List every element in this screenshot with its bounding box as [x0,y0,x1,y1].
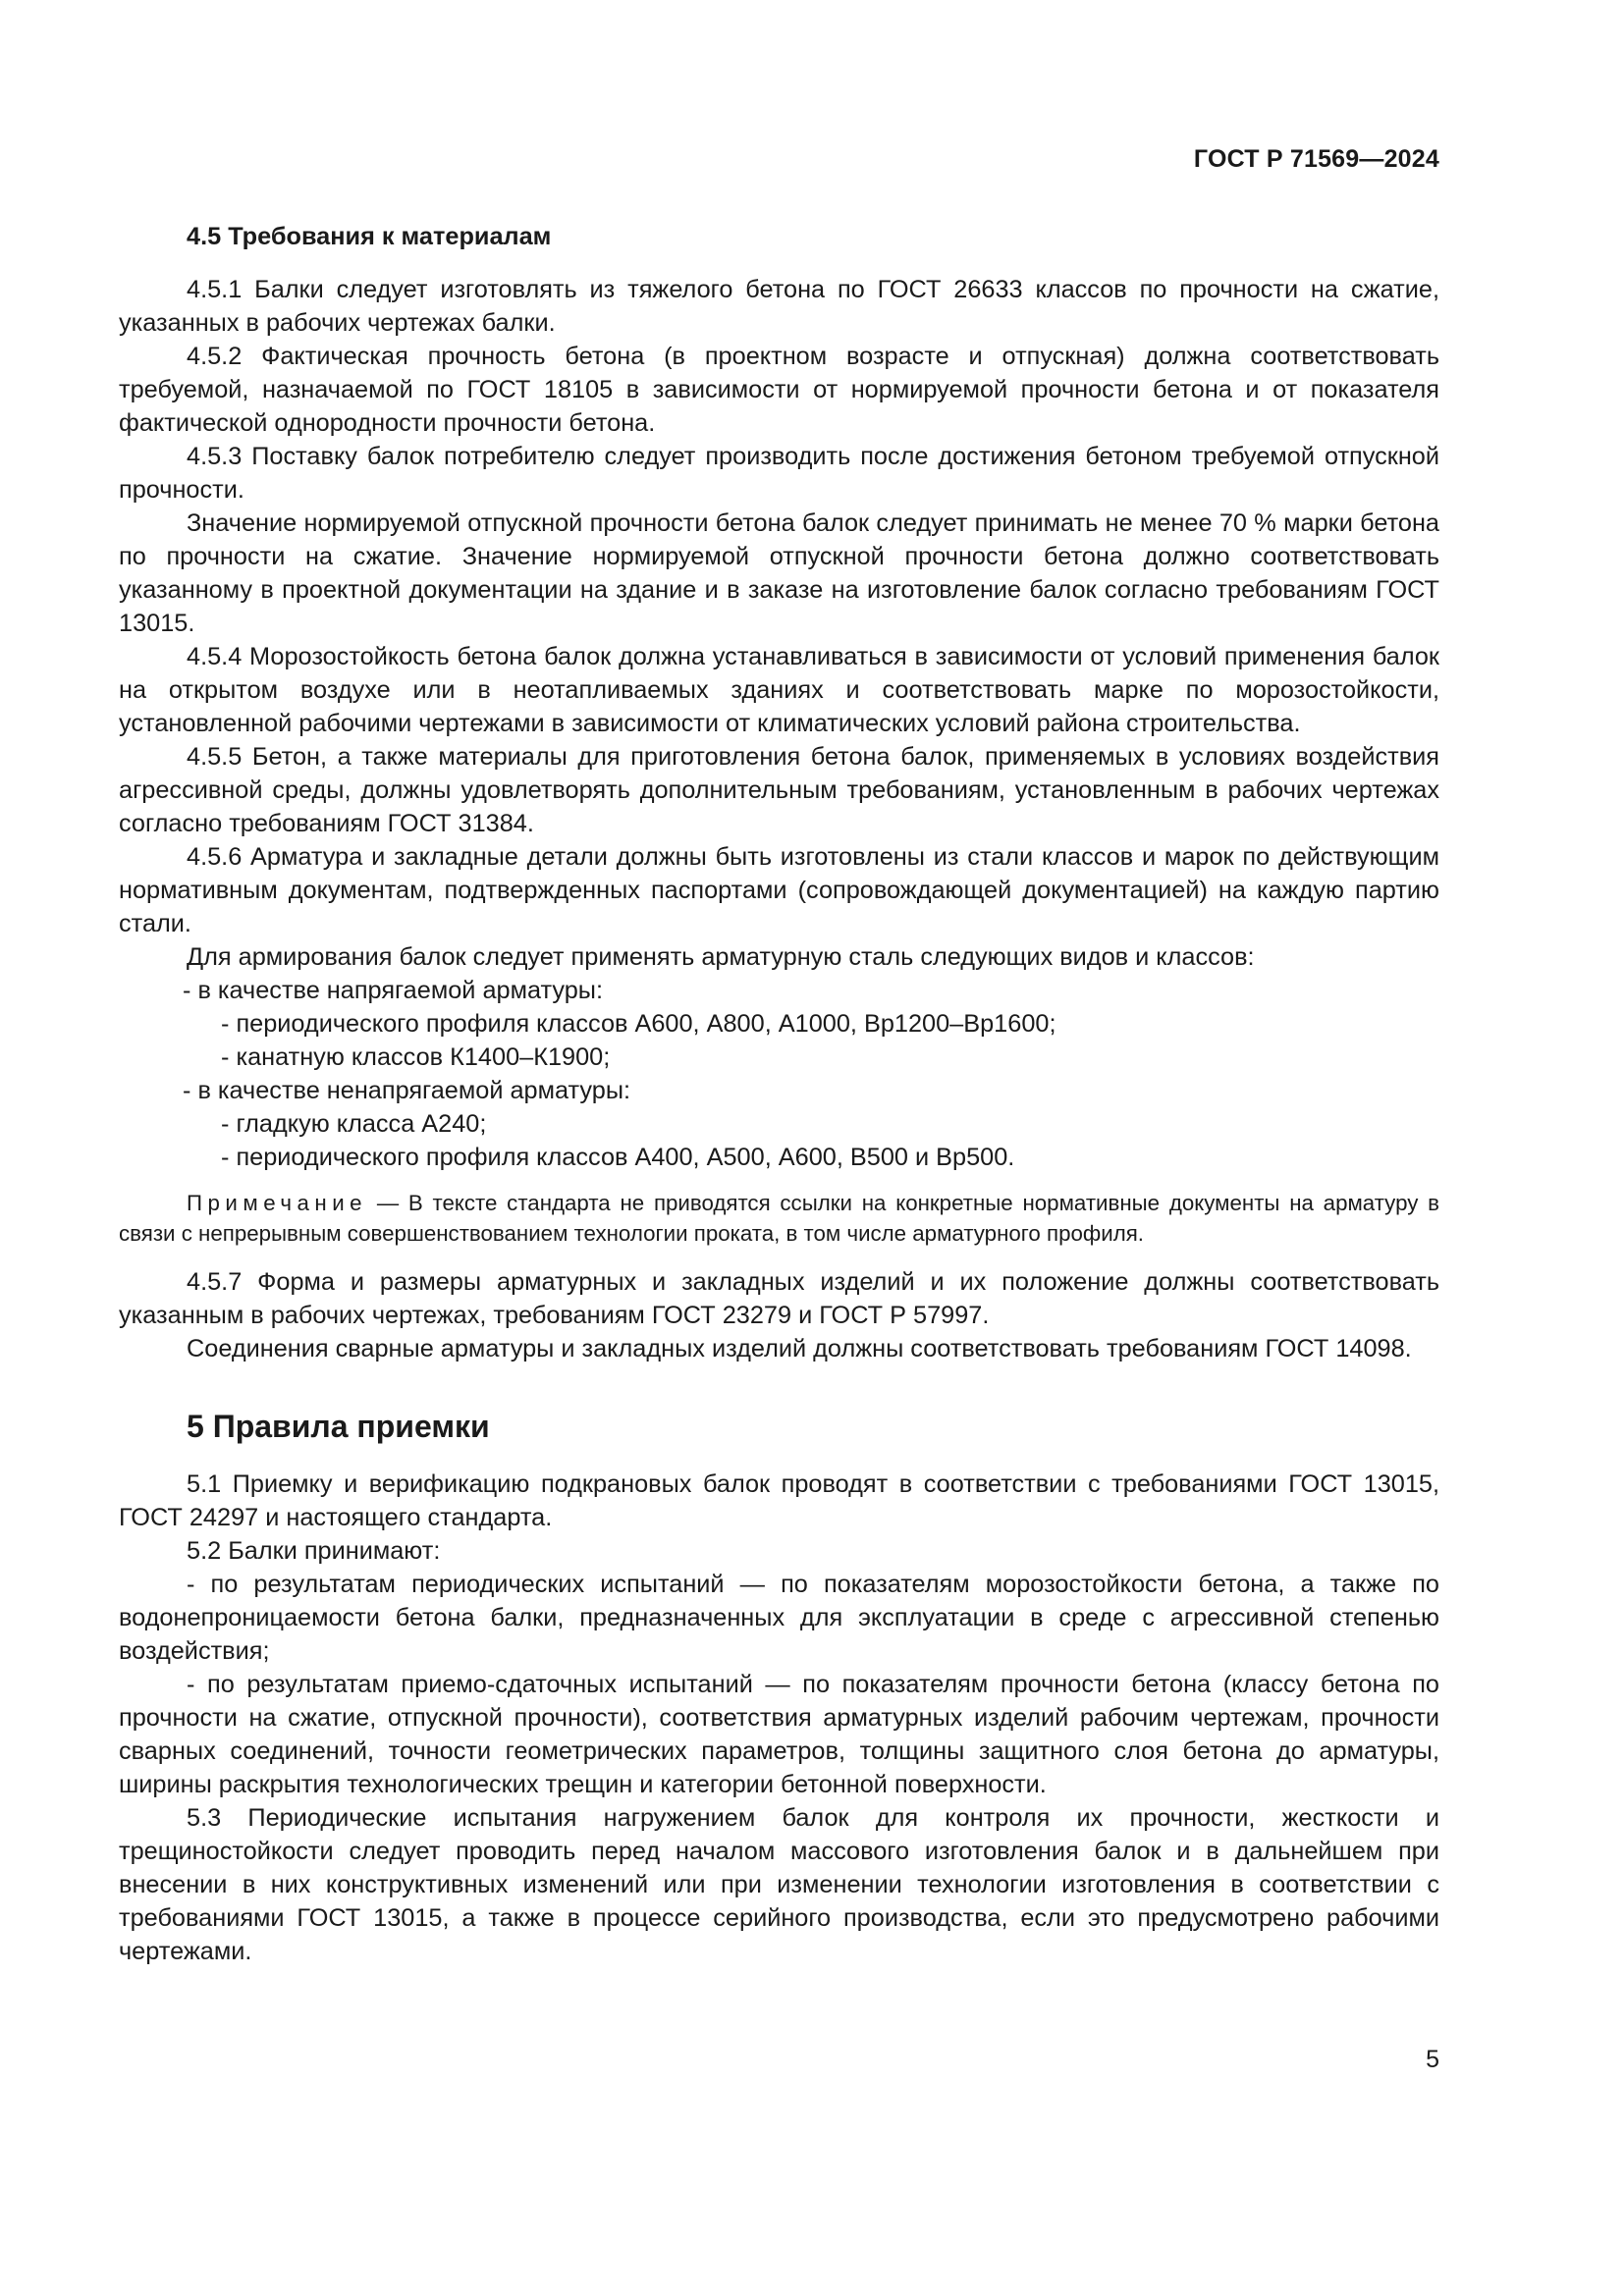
paragraph-4-5-4: 4.5.4 Морозостойкость бетона балок должна устанавливаться в зависимости от условий применения балок на открытом воздухе или в неотапливаемых зданиях и соответствовать марке по морозостойкости, установленной рабочими чертежами в зависимости от климатических условий района строительства. [119,643,1439,737]
paragraph-4-5-6-continued: Для армирования балок следует применять арматурную сталь следующих видов и классов: [187,943,1255,971]
note [119,1188,1439,1249]
document-body [119,220,1439,1968]
list-item: - периодического профиля классов А600, А800, А1000, Вр1200–Вр1600; [221,1010,1056,1038]
section-title: 5 Правила приемки [187,1409,490,1444]
subsection-title: 4.5 Требования к материалам [187,223,552,250]
paragraph-4-5-5: 4.5.5 Бетон, а также материалы для приготовления бетона балок, применяемых в условиях воздействия агрессивной среды, должны удовлетворять дополнительным требованиям, установленным в рабочих чертежах согласно требованиям ГОСТ 31384. [119,743,1439,837]
paragraph-4-5-7: 4.5.7 Форма и размеры арматурных и закладных изделий и их положение должны соответствовать указанным в рабочих чертежах, требованиям ГОСТ 23279 и ГОСТ Р 57997. [119,1268,1439,1329]
paragraph-5-2-b: - по результатам приемо-сдаточных испытаний — по показателям прочности бетона (классу бетона по прочности на сжатие, отпускной прочности), соответствия арматурных изделий рабочим чертежам, прочности сварных соединений, точности геометрических параметров, толщины защитного слоя бетона до арматуры, ширины раскрытия технологических трещин и категории бетонной поверхности. [119,1671,1439,1798]
page-number: 5 [1426,2046,1439,2073]
list-item: - канатную классов К1400–К1900; [221,1043,611,1071]
paragraph-4-5-1: 4.5.1 Балки следует изготовлять из тяжелого бетона по ГОСТ 26633 классов по прочности на сжатие, указанных в рабочих чертежах балки. [119,276,1439,337]
paragraph-4-5-3-continued: Значение нормируемой отпускной прочности бетона балок следует принимать не менее 70 % марки бетона по прочности на сжатие. Значение нормируемой отпускной прочности бетона должно соответствовать указанному в проектной документации на здание и в заказе на изготовление балок согласно требованиям ГОСТ 13015. [119,509,1439,637]
paragraph-4-5-7-continued: Соединения сварные арматуры и закладных изделий должны соответствовать требованиям ГОСТ 14098. [187,1335,1412,1362]
paragraph-5-1: 5.1 Приемку и верификацию подкрановых балок проводят в соответствии с требованиями ГОСТ 13015, ГОСТ 24297 и настоящего стандарта. [119,1470,1439,1531]
list-item: - периодического профиля классов А400, А500, А600, В500 и Вр500. [221,1144,1015,1171]
note-text: — В тексте стандарта не приводятся ссылки на конкретные нормативные документы на арматуру в связи с непрерывным совершенствованием технологии проката, в том числе арматурного профиля. [119,1191,1439,1246]
paragraph-4-5-3: 4.5.3 Поставку балок потребителю следует производить после достижения бетоном требуемой отпускной прочности. [119,443,1439,504]
paragraph-5-3: 5.3 Периодические испытания нагружением балок для контроля их прочности, жесткости и трещиностойкости следует проводить перед началом массового изготовления балок и в дальнейшем при внесении в них конструктивных изменений или при изменении технологии изготовления в соответствии с требованиями ГОСТ 13015, а также в процессе серийного производства, если это предусмотрено рабочими чертежами. [119,1804,1439,1965]
paragraph-4-5-2: 4.5.2 Фактическая прочность бетона (в проектном возрасте и отпускная) должна соответствовать требуемой, назначаемой по ГОСТ 18105 в зависимости от нормируемой прочности бетона и от показателя фактической однородности прочности бетона. [119,343,1439,437]
list-item: - в качестве напрягаемой арматуры: [183,977,603,1004]
list-item: - в качестве ненапрягаемой арматуры: [183,1077,631,1104]
paragraph-4-5-6: 4.5.6 Арматура и закладные детали должны быть изготовлены из стали классов и марок по действующим нормативным документам, подтвержденных паспортами (сопровождающей документацией) на каждую партию стали. [119,843,1439,937]
note-label: Примечание [187,1191,368,1215]
list-item: - гладкую класса А240; [221,1110,487,1138]
paragraph-5-2-a: - по результатам периодических испытаний — по показателям морозостойкости бетона, а также по водонепроницаемости бетона балки, предназначенных для эксплуатации в среде с агрессивной степенью воздействия; [119,1571,1439,1665]
document-header: ГОСТ Р 71569—2024 [1193,145,1439,173]
paragraph-5-2: 5.2 Балки принимают: [187,1537,441,1565]
